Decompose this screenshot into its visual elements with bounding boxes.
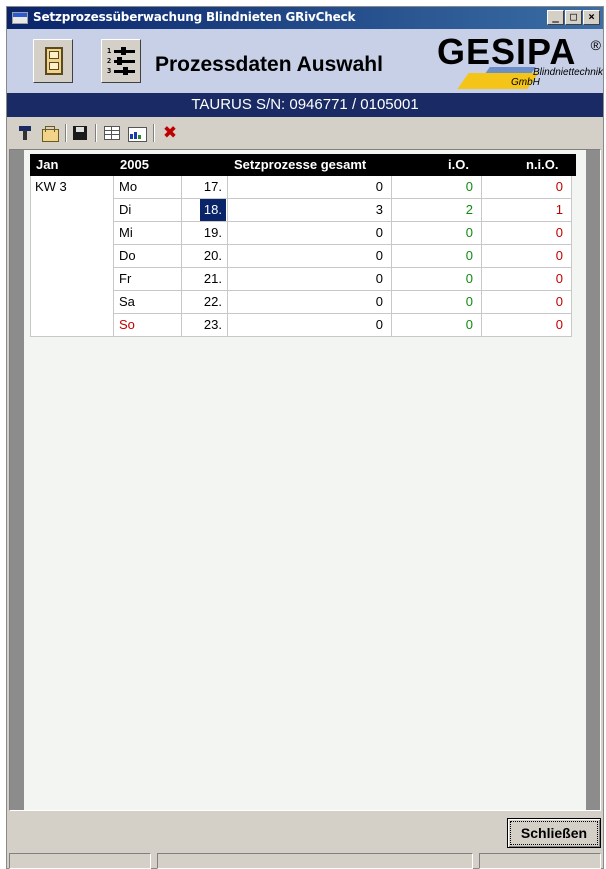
table-icon[interactable] <box>103 124 121 142</box>
date-value: 20. <box>203 248 222 263</box>
toolbar-separator <box>95 124 97 142</box>
header-io[interactable]: i.O. <box>448 157 469 172</box>
total-cell[interactable]: 0 <box>228 222 392 245</box>
data-grid <box>24 150 586 810</box>
nio-cell[interactable]: 1 <box>482 199 572 222</box>
delete-icon[interactable]: ✖ <box>162 123 178 143</box>
date-cell[interactable] <box>182 222 228 245</box>
date-cell[interactable] <box>182 291 228 314</box>
toolbar-separator <box>153 124 155 142</box>
table-row[interactable] <box>30 268 576 291</box>
registered-mark: ® <box>590 37 601 53</box>
logo-wordmark: GESIPA <box>437 31 577 72</box>
gesipa-logo <box>435 31 603 91</box>
tool-icon[interactable] <box>17 124 35 142</box>
table-row[interactable] <box>30 245 576 268</box>
date-value: 23. <box>203 317 222 332</box>
table-row[interactable] <box>30 314 576 337</box>
total-cell[interactable]: 0 <box>228 245 392 268</box>
date-cell[interactable] <box>182 199 228 222</box>
page-title: Prozessdaten Auswahl <box>155 53 383 76</box>
day-cell[interactable]: Sa <box>114 291 182 314</box>
save-icon[interactable] <box>71 124 89 142</box>
date-value: 22. <box>203 294 222 309</box>
close-button-label: Schließen <box>510 821 598 845</box>
close-button[interactable] <box>507 818 601 848</box>
header-month[interactable]: Jan <box>36 157 59 172</box>
app-window <box>6 6 604 869</box>
cabinet-icon[interactable] <box>33 39 73 83</box>
close-window-button[interactable]: × <box>583 10 600 25</box>
date-cell[interactable] <box>182 176 228 199</box>
day-cell[interactable]: Mi <box>114 222 182 245</box>
io-cell[interactable]: 0 <box>392 222 482 245</box>
total-cell[interactable]: 0 <box>228 176 392 199</box>
date-value: 17. <box>203 179 222 194</box>
app-icon <box>12 12 28 24</box>
date-cell[interactable] <box>182 245 228 268</box>
io-cell[interactable]: 0 <box>392 314 482 337</box>
date-value: 19. <box>203 225 222 240</box>
window-title: Setzprozessüberwachung Blindnieten GRivCheck <box>33 10 356 24</box>
grid-right-border <box>586 150 600 810</box>
toolbar <box>7 117 603 147</box>
grid-left-border <box>10 150 24 810</box>
day-cell[interactable]: Di <box>114 199 182 222</box>
header-year[interactable]: 2005 <box>120 157 149 172</box>
serial-number-bar: TAURUS S/N: 0946771 / 0105001 <box>7 93 603 117</box>
week-cell[interactable]: KW 3 <box>30 176 114 337</box>
date-cell[interactable] <box>182 268 228 291</box>
total-cell[interactable]: 3 <box>228 199 392 222</box>
io-cell[interactable]: 0 <box>392 291 482 314</box>
io-cell[interactable]: 0 <box>392 245 482 268</box>
day-cell-sunday[interactable]: So <box>114 314 182 337</box>
status-panel-2 <box>157 853 473 869</box>
total-cell[interactable]: 0 <box>228 268 392 291</box>
status-bar <box>7 853 603 869</box>
date-value: 21. <box>203 271 222 286</box>
data-grid-frame <box>9 149 601 811</box>
day-cell[interactable]: Mo <box>114 176 182 199</box>
day-cell[interactable]: Fr <box>114 268 182 291</box>
date-value: 18. <box>200 199 226 221</box>
header-nio[interactable]: n.i.O. <box>526 157 559 172</box>
bar-chart-icon[interactable] <box>127 124 145 142</box>
toolbar-separator <box>65 124 67 142</box>
table-row[interactable] <box>30 291 576 314</box>
nio-cell[interactable]: 0 <box>482 268 572 291</box>
total-cell[interactable]: 0 <box>228 291 392 314</box>
nio-cell[interactable]: 0 <box>482 314 572 337</box>
table-row[interactable] <box>30 176 576 199</box>
nio-cell[interactable]: 0 <box>482 245 572 268</box>
table-row[interactable] <box>30 222 576 245</box>
day-cell[interactable]: Do <box>114 245 182 268</box>
nio-cell[interactable]: 0 <box>482 291 572 314</box>
maximize-button[interactable]: □ <box>565 10 582 25</box>
header-band <box>7 29 603 93</box>
header-total[interactable]: Setzprozesse gesamt <box>234 157 367 172</box>
open-folder-icon[interactable] <box>41 124 59 142</box>
status-panel-3 <box>479 853 601 869</box>
logo-subtitle-gmbh: GmbH <box>511 77 540 88</box>
table-row-selected[interactable] <box>30 199 576 222</box>
status-panel-1 <box>9 853 151 869</box>
io-cell[interactable]: 2 <box>392 199 482 222</box>
logo-subtitle: Blindniettechnik <box>532 67 603 78</box>
title-bar[interactable] <box>7 7 603 29</box>
date-cell[interactable] <box>182 314 228 337</box>
nio-cell[interactable]: 0 <box>482 176 572 199</box>
io-cell[interactable]: 0 <box>392 176 482 199</box>
nio-cell[interactable]: 0 <box>482 222 572 245</box>
minimize-button[interactable]: _ <box>547 10 564 25</box>
grid-header-row <box>30 154 576 176</box>
total-cell[interactable]: 0 <box>228 314 392 337</box>
io-cell[interactable]: 0 <box>392 268 482 291</box>
numbered-list-icon[interactable]: 1 2 3 <box>101 39 141 83</box>
